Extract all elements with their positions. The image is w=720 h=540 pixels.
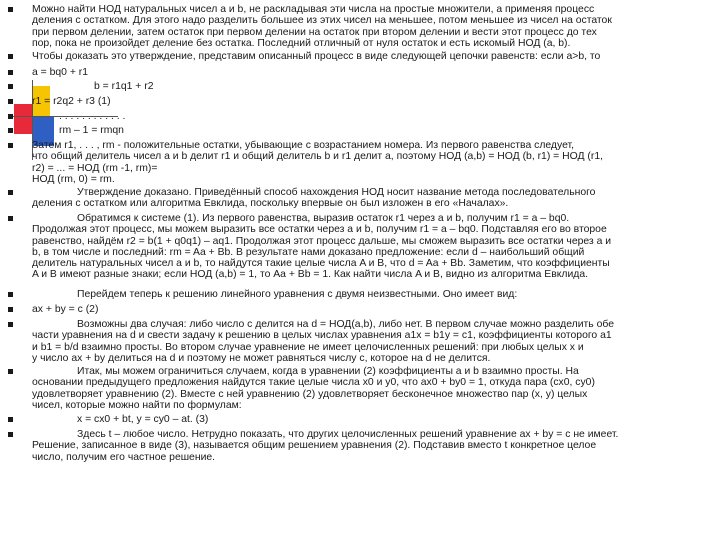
text-line: b, в том числе и последний: rm = Aa + Bb. В результате нами доказано предложение: если d – наибольший общий: [32, 246, 585, 258]
bullet-icon: [8, 54, 13, 59]
text-line: и b1 = b/d взаимно просты. Во втором случае уравнение не имеет целочисленных решений: при любых целых x и: [32, 341, 584, 353]
paragraph: [32, 304, 712, 315]
paragraph: [32, 366, 712, 411]
text-line: Здесь t – любое число. Нетрудно показать, что других целочисленных решений уравнение ax + by = c не имеет.: [77, 429, 619, 440]
paragraph: [32, 125, 720, 136]
text-line: деления с остатком или алгоритма Евклида, поскольку впервые он был изложен в его «Началах».: [32, 198, 509, 210]
text-line: y число ax + by делиться на d и поэтому не может равняться числу c, которое на d не делится.: [32, 352, 491, 364]
text-line: число, получим его частное решение.: [32, 451, 216, 463]
bullet-icon: [8, 70, 13, 75]
paragraph: [32, 414, 720, 425]
bullet-icon: [8, 114, 13, 119]
paragraph: [32, 213, 712, 281]
text-line: ax + by = c (2): [32, 304, 99, 315]
text-line: x = cx0 + bt, y = cy0 – at. (3): [77, 414, 209, 425]
text-line: rm – 1 = rmqn: [59, 125, 124, 136]
bullet-icon: [8, 322, 13, 327]
text-line: НОД (rm, 0) = rm.: [32, 173, 115, 185]
text-line: . . . . . . . . . . . .: [59, 111, 126, 122]
text-line: чисел, которые можно найти по формулам:: [32, 399, 242, 411]
text-line: основании предыдущего предложения найдутся такие целые числа x0 и y0, что ax0 + by0 = 1, откуда пара (cx0, cy0): [32, 377, 595, 389]
bullet-icon: [8, 190, 13, 195]
paragraph: [32, 111, 720, 122]
text-line: Возможны два случая: либо число c делится на d = НОД(a,b), либо нет. В первом случае можно разделить обе: [77, 319, 614, 330]
paragraph: [32, 51, 712, 62]
paragraph: [32, 429, 712, 463]
paragraph: [32, 81, 720, 92]
bullet-icon: [8, 84, 13, 89]
text-line: удовлетворяет уравнению (2). Вместе с ней уравнению (2) удовлетворяет бесконечное множество пар (x, y) целых: [32, 388, 588, 400]
text-line: r1 = r2q2 + r3 (1): [32, 96, 111, 107]
text-line: Продолжая этот процесс, мы можем выразить все остатки через a и b, получим r1 = a – bq0. Подставляя его во второе: [32, 224, 607, 236]
text-line: деления с остатком. Для этого надо разделить большее из этих чисел на меньшее, потом меньшее из чисел на остаток: [32, 15, 612, 27]
paragraph: [32, 4, 712, 49]
bullet-icon: [8, 99, 13, 104]
text-line: части уравнения на d и свести задачу к решению в целых числах уравнения a1x = b1y = c1, коэффициенты которого a1: [32, 330, 612, 342]
paragraph: [32, 96, 712, 107]
text-line: r2) = ... = НОД (rm -1, rm)=: [32, 162, 158, 174]
bullet-icon: [8, 307, 13, 312]
paragraph: [32, 187, 712, 210]
text-line: при первом делении, затем остаток при первом делении на остаток при втором делении и вести этот процесс до тех: [32, 26, 597, 38]
text-line: Перейдем теперь к решению линейного уравнения с двумя неизвестными. Оно имеет вид:: [77, 289, 518, 300]
bullet-icon: [8, 417, 13, 422]
paragraph: [32, 319, 712, 364]
paragraph: [32, 67, 712, 78]
text-line: Утверждение доказано. Приведённый способ нахождения НОД носит название метода последовательного: [77, 187, 596, 198]
text-line: Можно найти НОД натуральных чисел a и b, не раскладывая эти числа на простые множители, а применяя процесс: [32, 4, 595, 15]
text-line: пор, пока не произойдет деление без остатка. Последний отличный от нуля остаток и есть искомый НОД (a, b).: [32, 37, 571, 49]
text-line: Чтобы доказать это утверждение, представим описанный процесс в виде следующей цепочки равенств: если a>b, то: [32, 51, 601, 62]
text-line: что общий делитель чисел a и b делит r1 и общий делитель b и r1 делит a, поэтому НОД (a,b) = НОД (b, r1) = НОД (r1,: [32, 151, 603, 163]
bullet-icon: [8, 369, 13, 374]
text-line: делитель натуральных чисел a и b, то найдутся такие целые числа A и B, что d = Aa + Bb. Заметим, что коэффициенты: [32, 258, 610, 270]
text-line: Затем r1, . . . , rm - положительные остатки, убывающие с возрастанием номера. Из первого равенства следует,: [32, 140, 575, 151]
paragraph: [32, 140, 712, 185]
paragraph: [32, 289, 712, 300]
text-line: Обратимся к системе (1). Из первого равенства, выразив остаток r1 через a и b, получим r1 = a – bq0.: [77, 213, 570, 224]
bullet-icon: [8, 128, 13, 133]
bullet-icon: [8, 432, 13, 437]
text-line: b = r1q1 + r2: [94, 81, 154, 92]
text-line: Решение, записанное в виде (3), называется общим решением уравнения (2). Подставив вместо t конкретное целое: [32, 440, 597, 452]
text-line: Итак, мы можем ограничиться случаем, когда в уравнении (2) коэффициенты a и b взаимно просты. На: [77, 366, 579, 377]
text-line: a = bq0 + r1: [32, 67, 89, 78]
text-line: A и B имеют разные знаки; если НОД (a,b) = 1, то Aa + Bb = 1. Как найти числа A и B, видно из алгоритма Евклида.: [32, 269, 589, 281]
text-line: равенство, найдём r2 = b(1 + q0q1) – aq1. Продолжая этот процесс дальше, мы сможем выразить все остатки через a и: [32, 235, 612, 247]
bullet-icon: [8, 216, 13, 221]
bullet-icon: [8, 143, 13, 148]
bullet-icon: [8, 292, 13, 297]
bullet-icon: [8, 7, 13, 12]
